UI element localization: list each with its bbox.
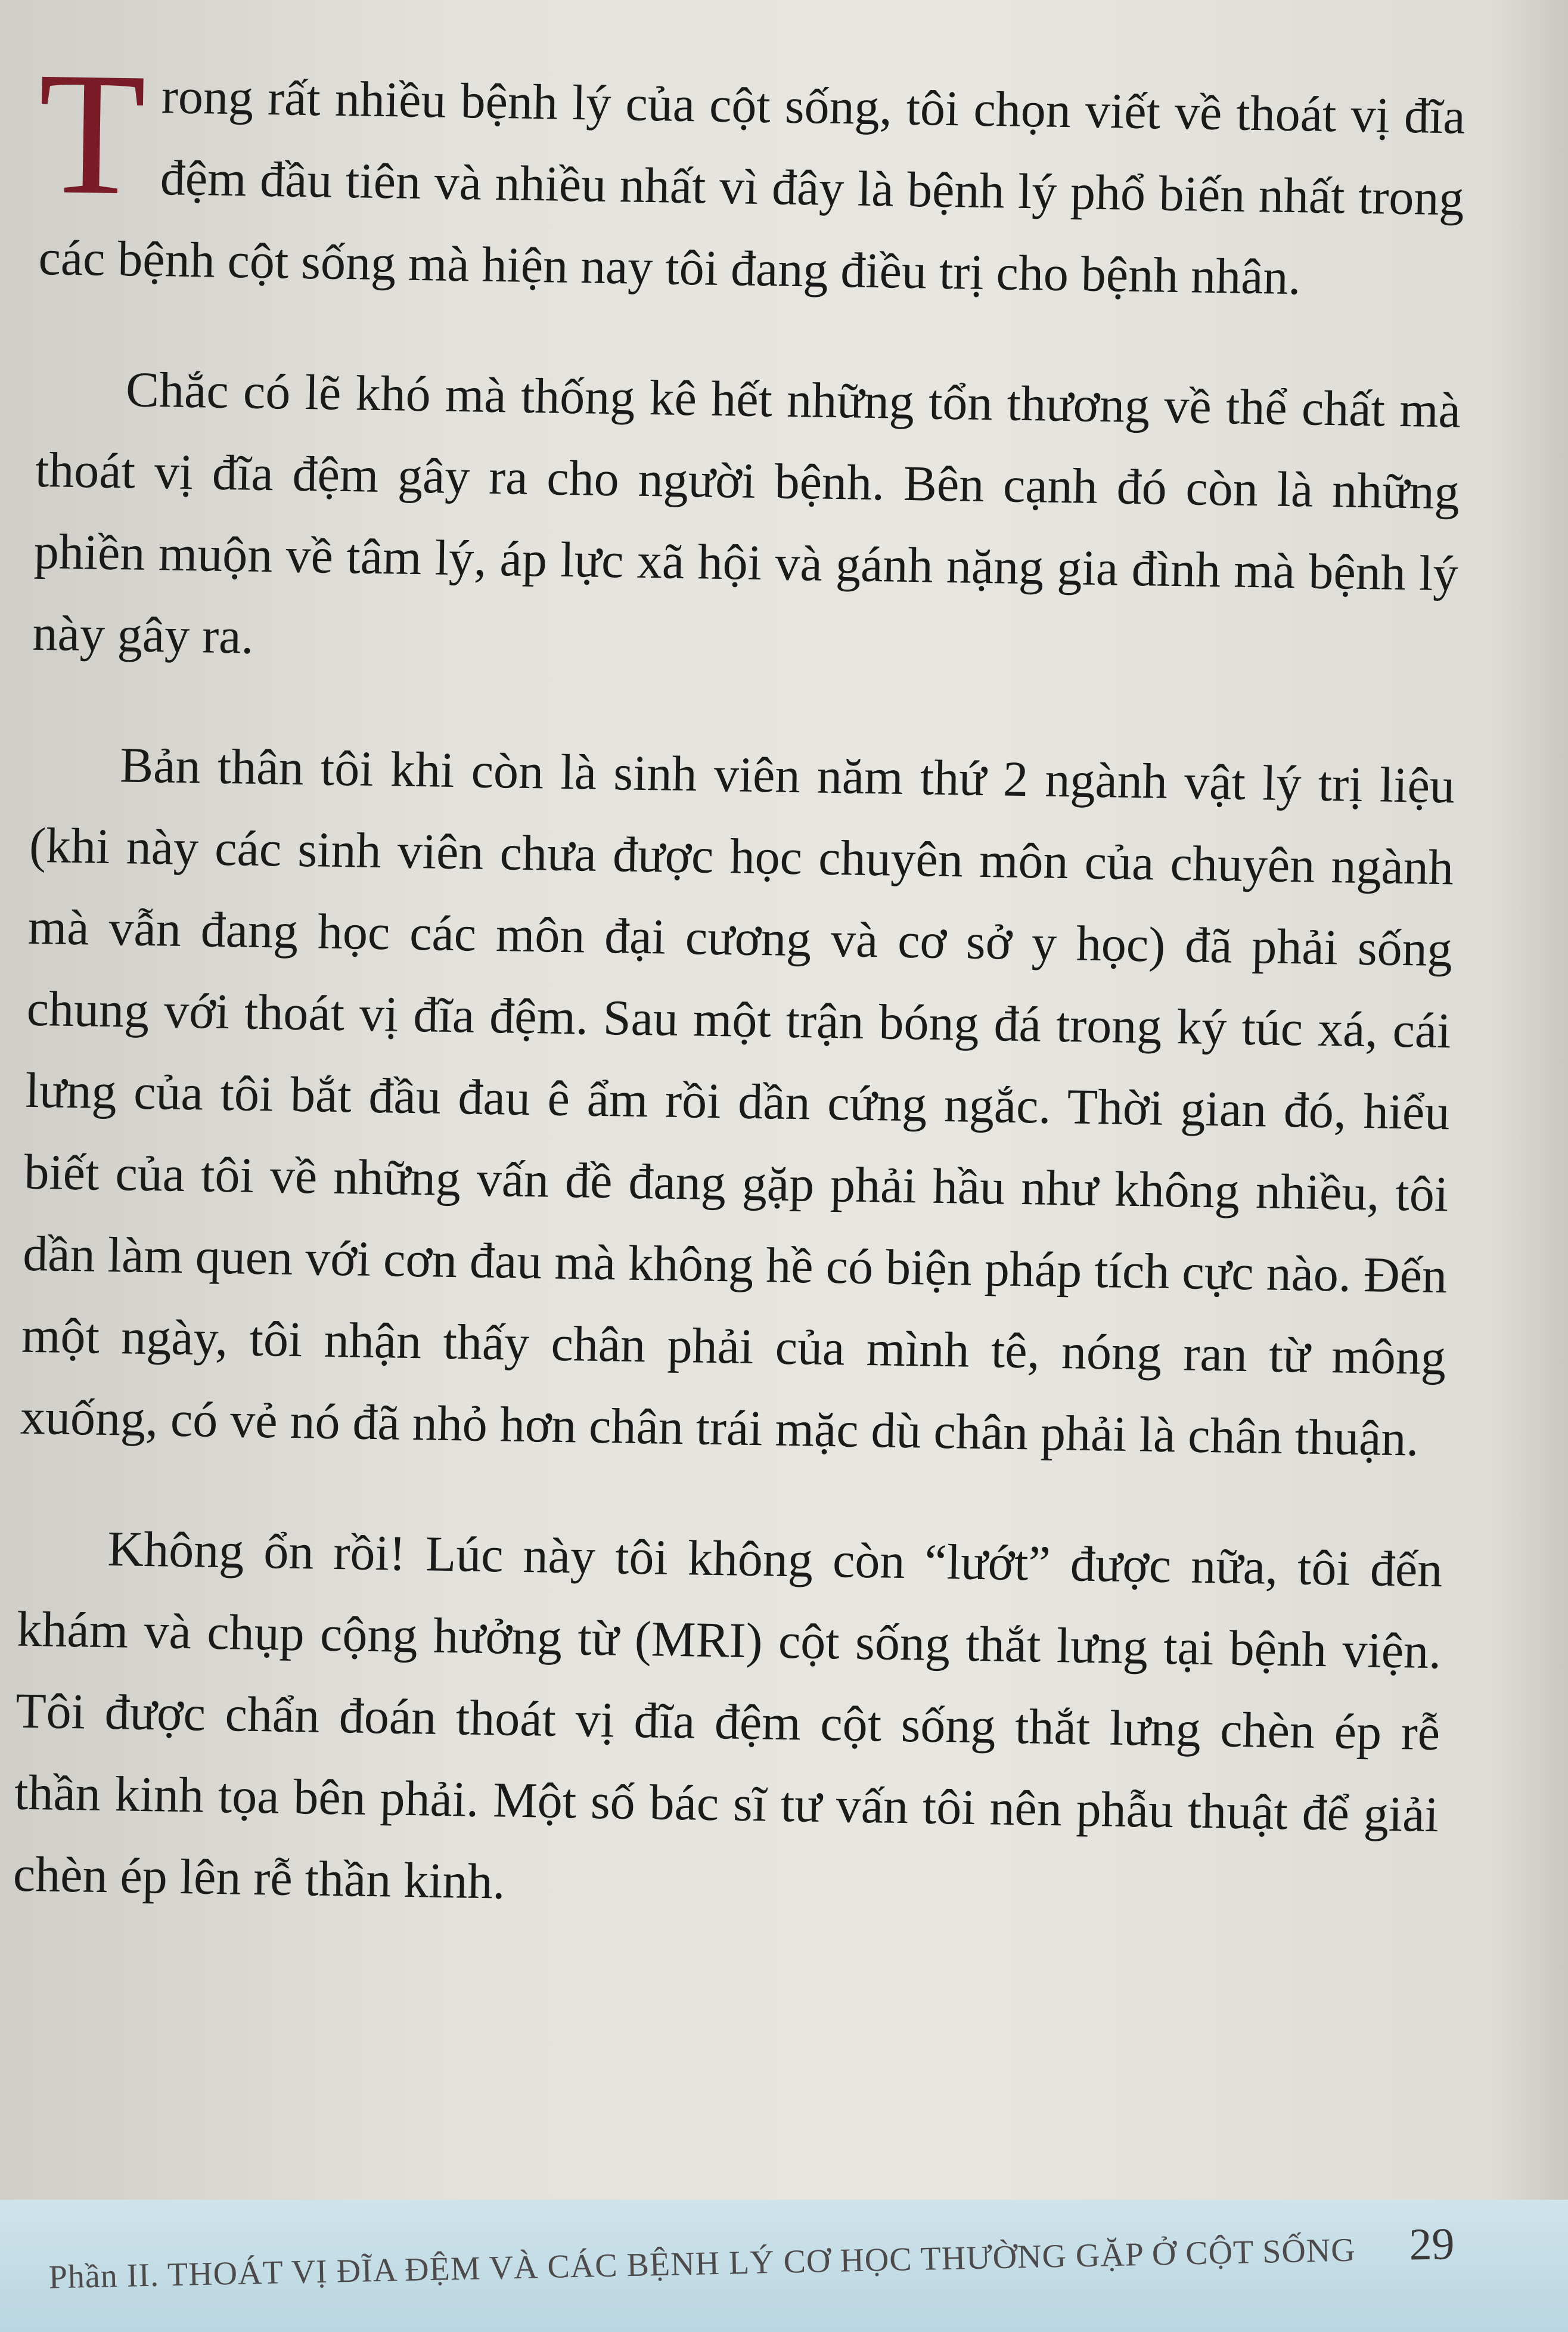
page-number: 29 bbox=[1408, 2219, 1455, 2270]
page-curl-shadow bbox=[1496, 0, 1568, 2332]
running-head: Phần II. THOÁT VỊ ĐĨA ĐỆM VÀ CÁC BỆNH LÝ CƠ HỌC THƯỜNG GẶP Ở CỘT SỐNG bbox=[48, 2231, 1356, 2296]
paragraph-2: Chắc có lẽ khó mà thống kê hết những tổn thương về thể chất mà thoát vị đĩa đệm gây ra cho người bệnh. Bên cạnh đó còn là những phiền muộn về tâm lý, áp lực xã hội và gánh nặng gia đình mà bệnh lý này gây ra. bbox=[32, 362, 1461, 665]
paragraph-1-text: rong rất nhiều bệnh lý của cột sống, tôi chọn viết về thoát vị đĩa đệm đầu tiên và nhiều nhất vì đây là bệnh lý phổ biến nhất trong các bệnh cột sống mà hiện nay tôi đang điều trị cho bệnh nhân. bbox=[38, 69, 1466, 306]
drop-cap: T bbox=[36, 35, 147, 232]
body-text bbox=[12, 35, 1466, 1986]
paragraph-3: Bản thân tôi khi còn là sinh viên năm thứ 2 ngành vật lý trị liệu (khi này các sinh viên chưa được học chuyên môn của chuyên ngành mà vẫn đang học các môn đại cương và cơ sở y học) đã phải sống chung với thoát vị đĩa đệm. Sau một trận bóng đá trong ký túc xá, cái lưng của tôi bắt đầu đau ê ẩm rồi dần cứng ngắc. Thời gian đó, hiểu biết của tôi về những vấn đề đang gặp phải hầu như không nhiều, tôi dần làm quen với cơn đau mà không hề có biện pháp tích cực nào. Đến một ngày, tôi nhận thấy chân phải của mình tê, nóng ran từ mông xuống, có vẻ nó đã nhỏ hơn chân trái mặc dù chân phải là chân thuận. bbox=[20, 737, 1455, 1467]
paragraph-1 bbox=[36, 35, 1466, 321]
paragraph-4: Không ổn rồi! Lúc này tôi không còn “lướt” được nữa, tôi đến khám và chụp cộng hưởng từ (MRI) cột sống thắt lưng tại bệnh viện. Tôi được chẩn đoán thoát vị đĩa đệm cột sống thắt lưng chèn ép rễ thần kinh tọa bên phải. Một số bác sĩ tư vấn tôi nên phẫu thuật để giải chèn ép lên rễ thần kinh. bbox=[13, 1521, 1443, 1910]
